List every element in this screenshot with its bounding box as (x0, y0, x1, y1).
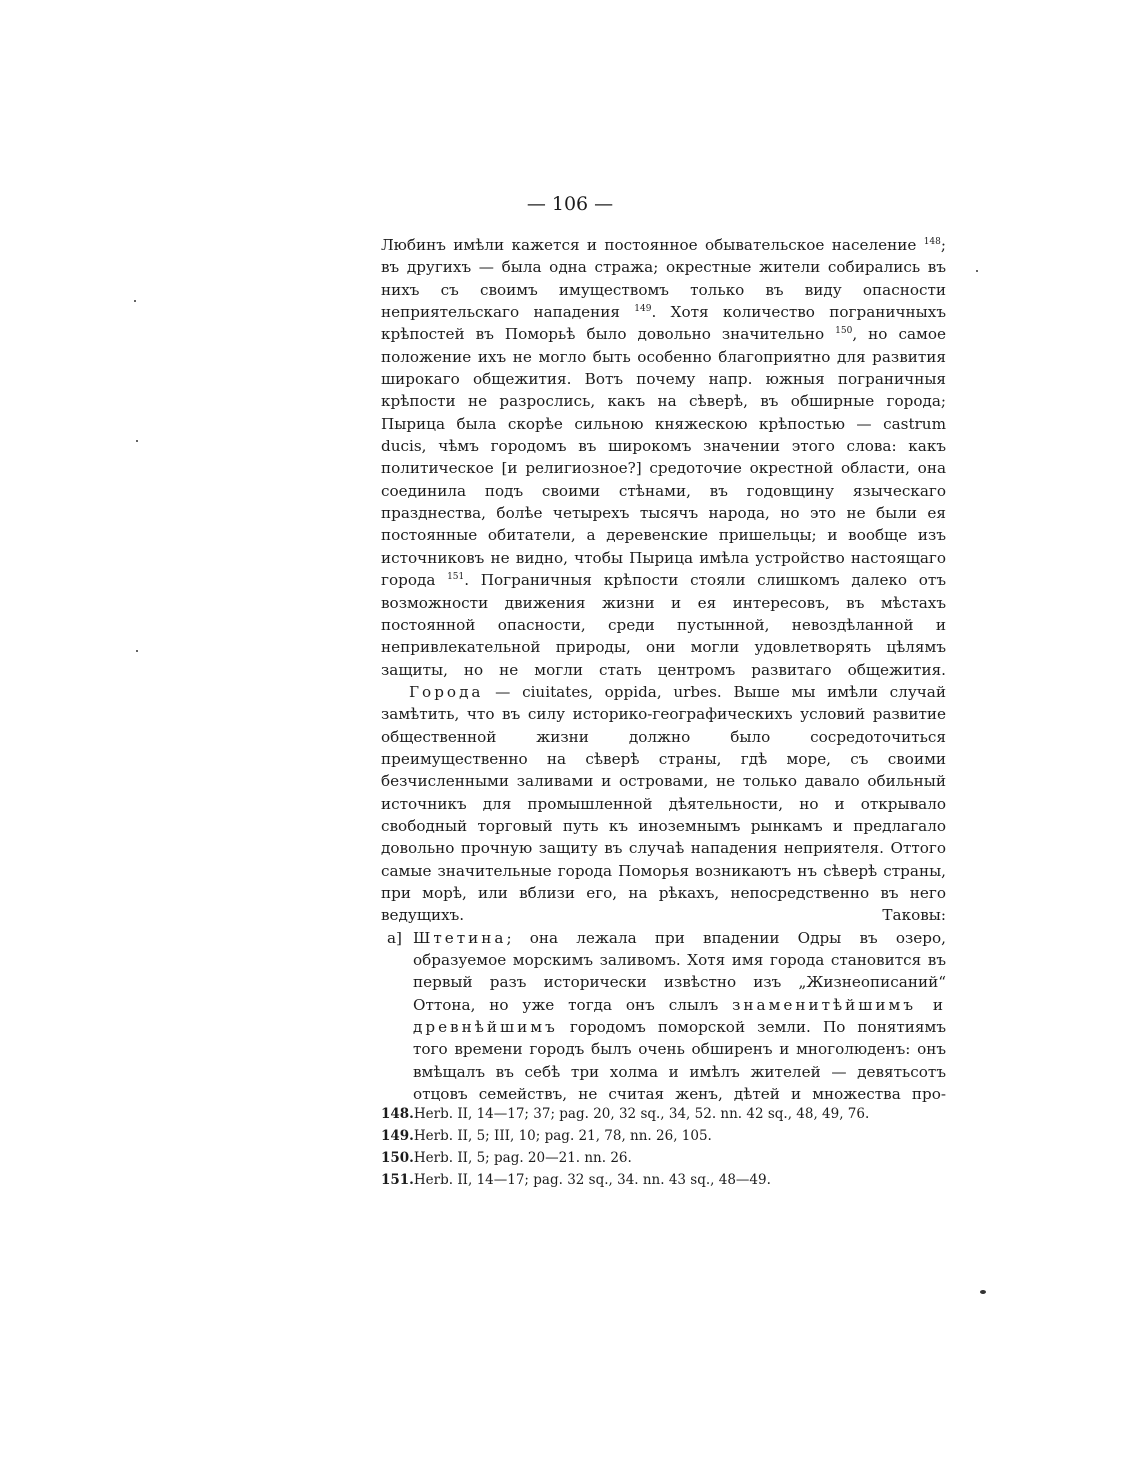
footnote-150 (381, 1147, 946, 1169)
footnote-149 (381, 1125, 946, 1147)
footnote-148 (381, 1103, 946, 1125)
footnote-151 (381, 1169, 946, 1191)
scan-speck (134, 300, 136, 302)
footnote-number: 150. (381, 1150, 414, 1166)
footnote-number: 148. (381, 1106, 414, 1122)
text-run: ; въ другихъ — была одна стража; окрестные жители собирались въ нихъ съ своимъ имуществомъ только въ виду опасности неприятельскаго нападения (381, 236, 946, 322)
section-heading-cities: Города (409, 682, 484, 701)
footnote-ref-150[interactable]: 150 (835, 326, 853, 337)
text-run: — ciuitates, oppida, urbes. Выше мы имѣли случай замѣтить, что въ силу историко-географическихъ условий развитие общественной жизни должно было сосредоточиться преимущественно на сѣверѣ страны, гдѣ море, съ своими безчисленными заливами и островами, не только давало обильный источникъ для промышленной дѣятельности, но и открывало свободный торговый путь къ иноземнымъ рынкамъ и предлагало довольно прочную защиту въ случаѣ нападения неприятеля. Оттого самые значительные города Поморья возникаютъ нъ сѣверѣ страны, при морѣ, или вблизи его, на рѣкахъ, непосредственно въ него ведущихъ. Таковы: (381, 682, 946, 925)
text-run: Любинъ имѣли кажется и постоянное обывательское население (381, 236, 924, 254)
scan-speck (976, 270, 978, 272)
list-item-stettin (381, 927, 946, 1106)
footnote-number: 149. (381, 1128, 414, 1144)
footnote-ref-148[interactable]: 148 (923, 236, 941, 247)
text-run: городомъ поморской земли. По понятиямъ того времени городъ былъ очень обширенъ и многолюденъ: онъ вмѣщалъ въ себѣ три холма и имѣлъ жителей — девятьсотъ отцовъ семействъ, не считая женъ, дѣтей и множества про- (413, 1018, 946, 1104)
footnote-text: Herb. II, 5; pag. 20—21. nn. 26. (413, 1150, 632, 1166)
text-run: , но самое положение ихъ не могло быть особенно благоприятно для развития широкаго общежития. Вотъ почему напр. южныя пограничныя крѣпости не разрослись, какъ на сѣверѣ, въ обширные города; Пырица была скорѣе сильною княжескою крѣпостью — castrum ducis, чѣмъ городомъ въ широкомъ значении этого слова: какъ политическое [и религиозное?] средоточие окрестной области, она соединила подъ своими стѣнами, въ годовщину языческаго празднества, болѣе четырехъ тысячъ народа, но это не были ея постоянные обитатели, а деревенские пришельцы; и вообще изъ источниковъ не видно, чтобы Пырица имѣла устройство настоящаго города (381, 325, 946, 590)
footnote-text: Herb. II, 14—17; 37; pag. 20, 32 sq., 34, 52. nn. 42 sq., 48, 49, 76. (413, 1106, 870, 1122)
emphasized-text: знаменитѣйшимъ и древнѣйшимъ (413, 995, 946, 1037)
footnotes (381, 1103, 946, 1191)
paragraph-border-fortresses (381, 234, 946, 681)
text-run: . Пограничныя крѣпости стояли слишкомъ далеко отъ возможности движения жизни и ея интересовъ, въ мѣстахъ постоянной опасности, среди пустынной, невоздѣланной и непривлекательной природы, они могли удовлетворять цѣлямъ защиты, но не могли стать центромъ развитаго общежития. (381, 571, 946, 679)
page-number: — 106 — (526, 193, 614, 215)
city-name-stettin: Штетина (413, 928, 507, 947)
scan-speck (980, 1290, 986, 1294)
paragraph-cities (381, 681, 946, 927)
list-item-marker: а] (387, 928, 402, 947)
footnote-ref-149[interactable]: 149 (634, 303, 652, 314)
text-run: ; она лежала при впадении Одры въ озеро, образуемое морскимъ заливомъ. Хотя имя города становится въ первый разъ исторически извѣстно изъ „Жизнеописаний“ Оттона, но уже тогда онъ слылъ (413, 928, 946, 1014)
footnote-text: Herb. II, 14—17; pag. 32 sq., 34. nn. 43 sq., 48—49. (413, 1172, 771, 1188)
footnote-number: 151. (381, 1172, 414, 1188)
text-run: . Хотя количество пограничныхъ крѣпостей въ Поморьѣ было довольно значительно (381, 303, 946, 344)
body-text (381, 234, 946, 1105)
scan-speck (136, 440, 138, 442)
footnote-text: Herb. II, 5; III, 10; pag. 21, 78, nn. 26, 105. (413, 1128, 712, 1144)
scan-speck (136, 650, 138, 652)
footnote-ref-151[interactable]: 151 (447, 572, 465, 583)
